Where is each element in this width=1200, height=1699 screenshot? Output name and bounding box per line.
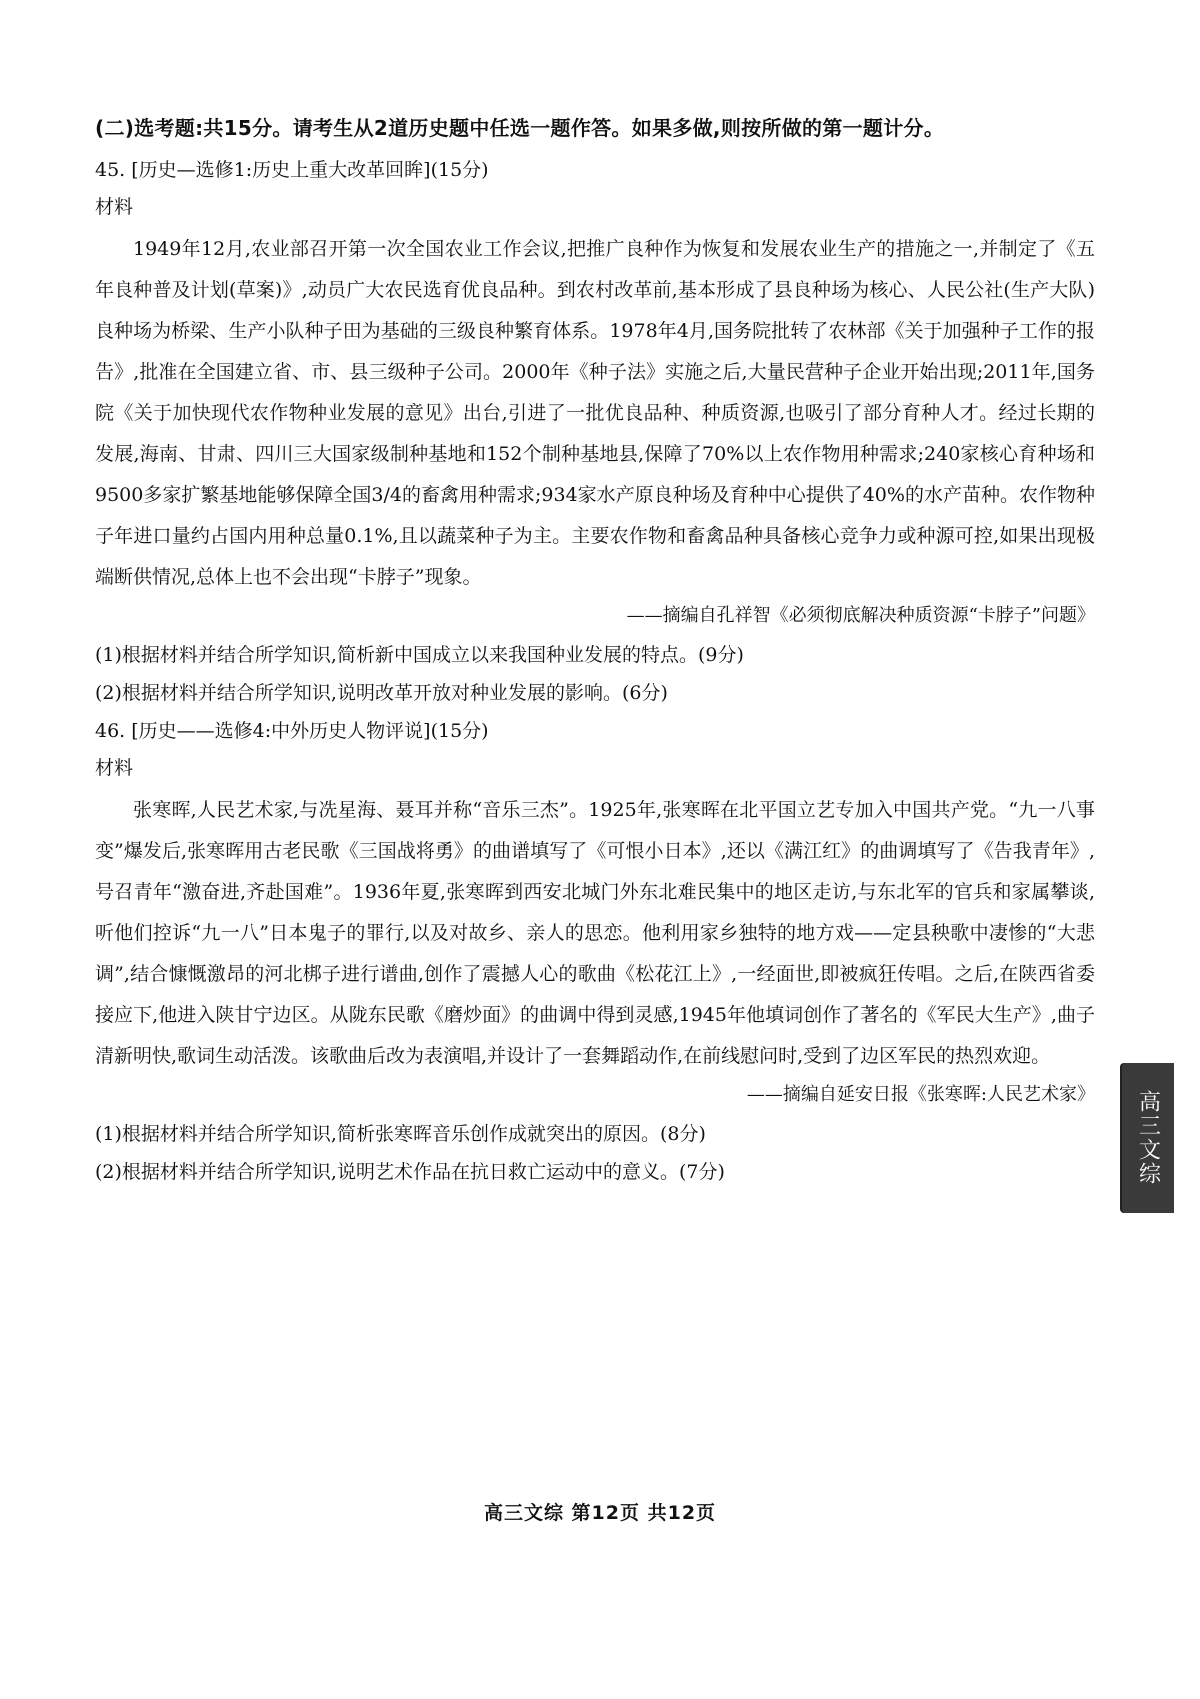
sub-question: (2)根据材料并结合所学知识,说明艺术作品在抗日救亡运动中的意义。(7分) (95, 1161, 725, 1183)
side-tab (1122, 1063, 1174, 1213)
material-text: 张寒晖,人民艺术家,与冼星海、聂耳并称“音乐三杰”。1925年,张寒晖在北平国立艺专加入中国共产党。“九一八事变”爆发后,张寒晖用古老民歌《三国战将勇》的曲谱填写了《可恨小日本》,还以《满江红》的曲调填写了《告我青年》,号召青年“激奋进,齐赴国难”。1936年夏,张寒晖到西安北城门外东北难民集中的地区走访,与东北军的官兵和家属攀谈,听他们控诉“九一八”日本鬼子的罪行,以及对故乡、亲人的思恋。他利用家乡独特的地方戏——定县秧歌中凄惨的“大悲调”,结合慷慨激昂的河北梆子进行谱曲,创作了震撼人心的歌曲《松花江上》,一经面世,即被疯狂传唱。之后,在陕西省委接应下,他进入陕甘宁边区。从陇东民歌《磨炒面》的曲调中得到灵感,1945年他填词创作了著名的《军民大生产》,曲子清新明快,歌词生动活泼。该歌曲后改为表演唱,并设计了一套舞蹈动作,在前线慰问时,受到了边区军民的热烈欢迎。 (95, 799, 1095, 1067)
exam-page (95, 112, 1095, 1191)
sub-question: (1)根据材料并结合所学知识,简析张寒晖音乐创作成就突出的原因。(8分) (95, 1123, 706, 1145)
page-footer: 高三文综 第12页 共12页 (483, 1502, 717, 1524)
side-tab-label: 高三文综 (1135, 1090, 1161, 1186)
sub-question: (1)根据材料并结合所学知识,简析新中国成立以来我国种业发展的特点。(9分) (95, 644, 744, 666)
sub-question: (2)根据材料并结合所学知识,说明改革开放对种业发展的影响。(6分) (95, 682, 668, 704)
section-header: (二)选考题:共15分。请考生从2道历史题中任选一题作答。如果多做,则按所做的第一题计分。 (95, 116, 945, 140)
material-label: 材料 (95, 196, 134, 218)
material-source: ——摘编自延安日报《张寒晖:人民艺术家》 (746, 1084, 1095, 1105)
question-45 (95, 155, 1095, 712)
material-source: ——摘编自孔祥智《必须彻底解决种质资源“卡脖子”问题》 (626, 605, 1095, 626)
question-title: 46. [历史——选修4:中外历史人物评说](15分) (95, 720, 489, 742)
material-text: 1949年12月,农业部召开第一次全国农业工作会议,把推广良种作为恢复和发展农业生产的措施之一,并制定了《五年良种普及计划(草案)》,动员广大农民选育优良品种。到农村改革前,基本形成了县良种场为核心、人民公社(生产大队)良种场为桥梁、生产小队种子田为基础的三级良种繁育体系。1978年4月,国务院批转了农林部《关于加强种子工作的报告》,批准在全国建立省、市、县三级种子公司。2000年《种子法》实施之后,大量民营种子企业开始出现;2011年,国务院《关于加快现代农作物种业发展的意见》出台,引进了一批优良品种、种质资源,也吸引了部分育种人才。经过长期的发展,海南、甘肃、四川三大国家级制种基地和152个制种基地县,保障了70%以上农作物用种需求;240家核心育种场和9500多家扩繁基地能够保障全国3/4的畜禽用种需求;934家水产原良种场及育种中心提供了40%的水产苗种。农作物种子年进口量约占国内用种总量0.1%,且以蔬菜种子为主。主要农作物和畜禽品种具备核心竞争力或种源可控,如果出现极端断供情况,总体上也不会出现“卡脖子”现象。 (95, 238, 1095, 588)
question-46 (95, 716, 1095, 1191)
material-label: 材料 (95, 757, 134, 779)
question-title: 45. [历史—选修1:历史上重大改革回眸](15分) (95, 159, 489, 181)
